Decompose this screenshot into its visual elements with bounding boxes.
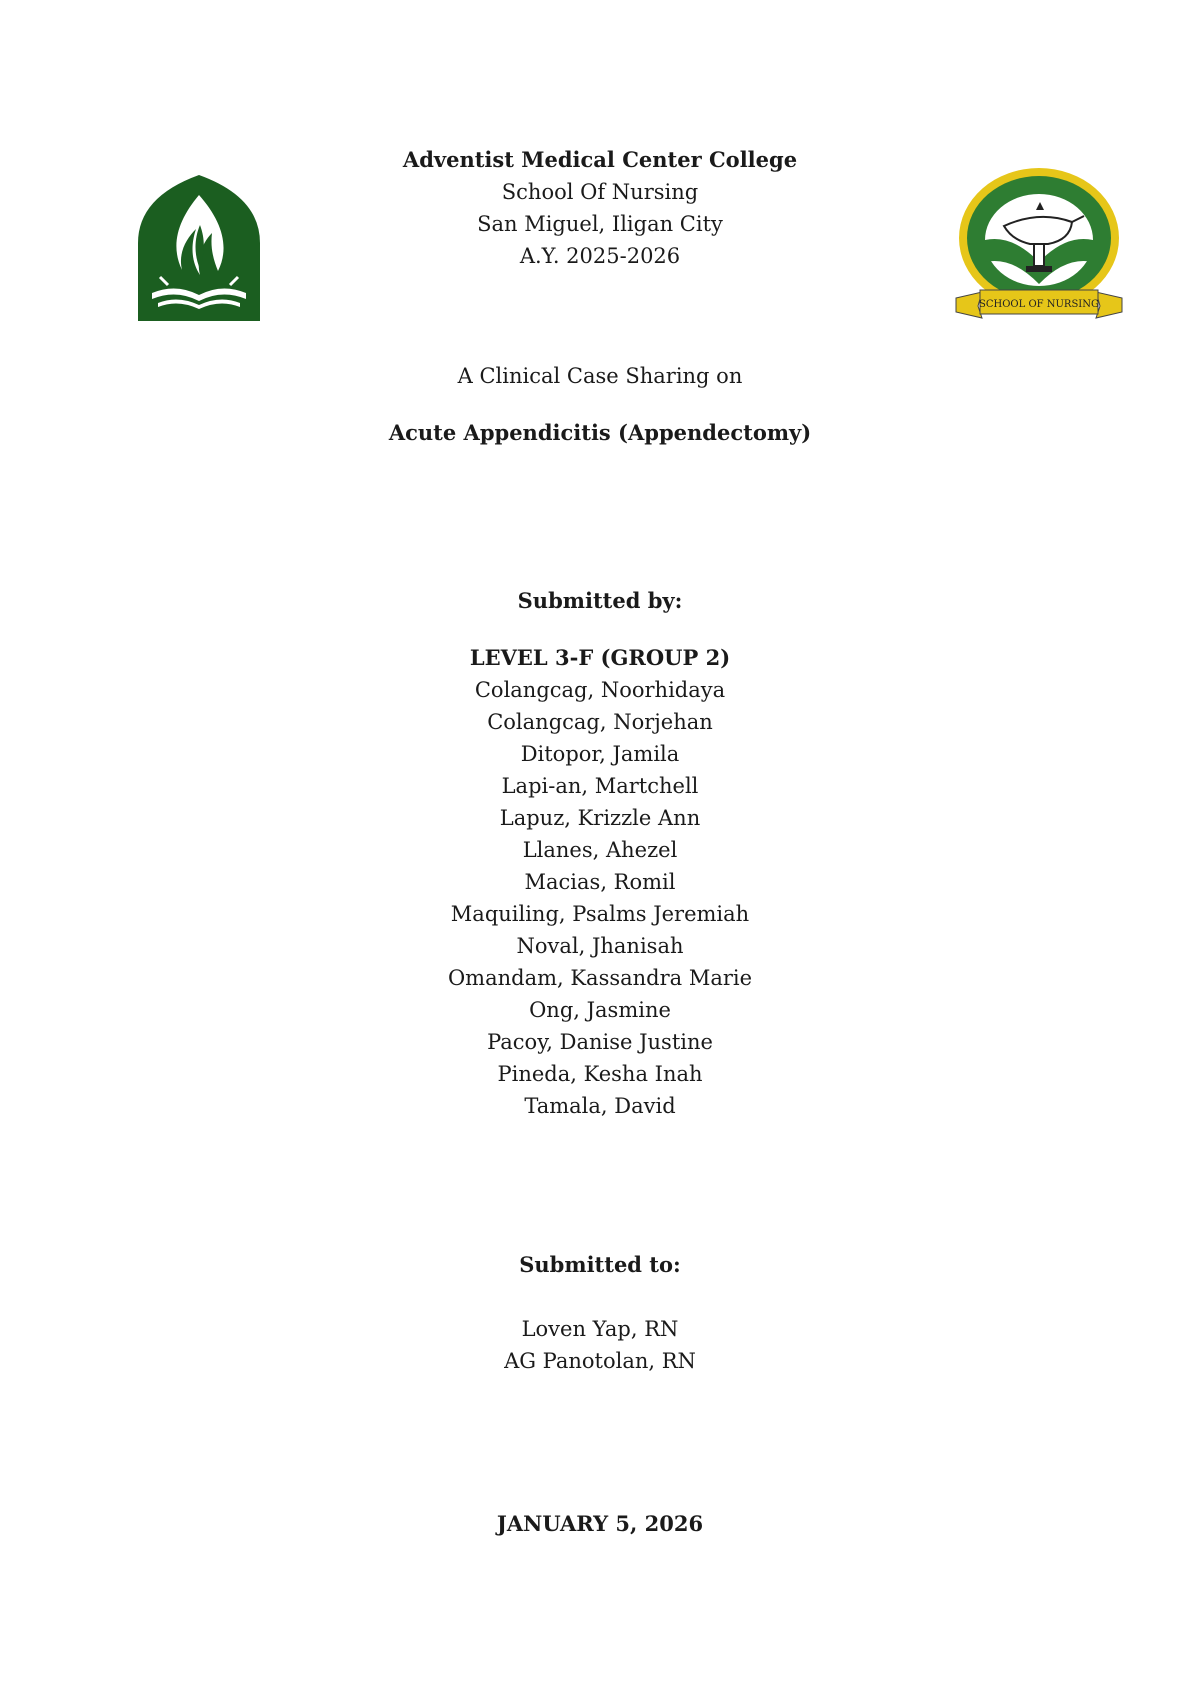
advisers-list xyxy=(300,1313,900,1377)
list-item: Colangcag, Norjehan xyxy=(487,710,713,734)
submission-date-block xyxy=(300,1508,900,1540)
list-item: Tamala, David xyxy=(524,1094,676,1118)
nursing-seal-logo-right xyxy=(952,166,1126,324)
institution-address: San Miguel, Iligan City xyxy=(477,212,723,236)
case-title: Acute Appendicitis (Appendectomy) xyxy=(388,420,812,445)
list-item: Noval, Jhanisah xyxy=(516,934,684,958)
list-item: Ditopor, Jamila xyxy=(520,742,680,766)
list-item: Lapi-an, Martchell xyxy=(501,774,699,798)
case-intro-block xyxy=(300,360,900,392)
group-members xyxy=(300,642,900,1122)
list-item: Omandam, Kassandra Marie xyxy=(447,966,753,990)
academic-year: A.Y. 2025-2026 xyxy=(519,244,681,268)
list-item: Ong, Jasmine xyxy=(529,998,671,1022)
submission-date: JANUARY 5, 2026 xyxy=(496,1511,704,1536)
institution-name: Adventist Medical Center College xyxy=(402,147,798,172)
list-item: Loven Yap, RN xyxy=(521,1317,679,1341)
list-item: Lapuz, Krizzle Ann xyxy=(499,806,701,830)
list-item: Pacoy, Danise Justine xyxy=(487,1030,713,1054)
list-item: AG Panotolan, RN xyxy=(504,1349,696,1373)
list-item: Colangcag, Noorhidaya xyxy=(474,678,726,702)
seal-banner-text: SCHOOL OF NURSING xyxy=(979,299,1099,310)
case-title-block xyxy=(300,417,900,449)
list-item: Macias, Romil xyxy=(524,870,676,894)
submitted-to-label: Submitted to: xyxy=(519,1252,681,1277)
group-name: LEVEL 3-F (GROUP 2) xyxy=(469,645,731,670)
submitted-by-block xyxy=(300,585,900,617)
submitted-by-label: Submitted by: xyxy=(517,588,683,613)
school-name: School Of Nursing xyxy=(501,180,699,204)
college-logo-left xyxy=(138,175,260,321)
institution-header xyxy=(300,144,900,272)
list-item: Pineda, Kesha Inah xyxy=(497,1062,703,1086)
list-item: Llanes, Ahezel xyxy=(522,838,678,862)
submitted-to-block xyxy=(300,1249,900,1281)
list-item: Maquiling, Psalms Jeremiah xyxy=(450,902,750,926)
case-intro: A Clinical Case Sharing on xyxy=(457,364,743,388)
